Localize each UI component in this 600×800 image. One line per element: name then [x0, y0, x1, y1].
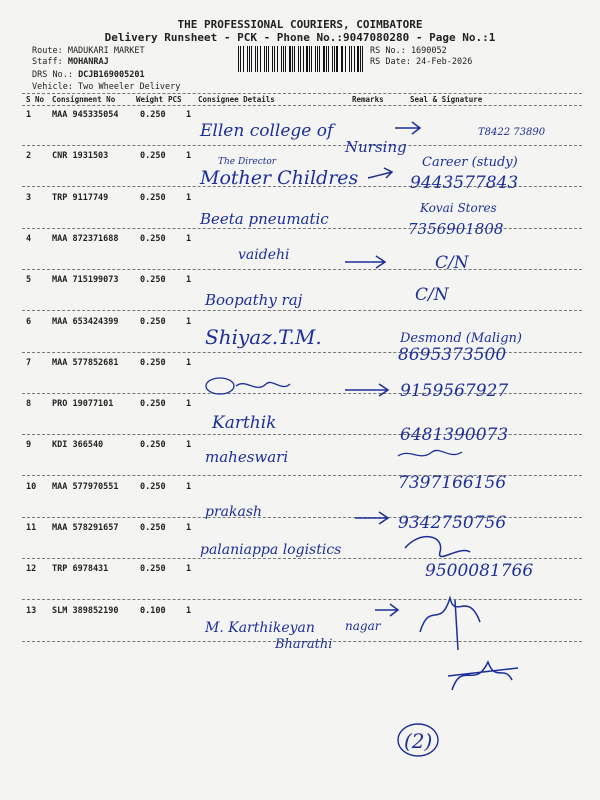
row-pcs: 1 [186, 358, 192, 368]
col-remarks: Remarks [352, 95, 384, 104]
vehicle-label: Vehicle: Two Wheeler Delivery [32, 82, 181, 92]
hw-r10-name: prakash [205, 504, 263, 520]
hw-r9-sig: 7397166156 [398, 473, 507, 493]
row-consignment-no: MAA 715199073 [52, 275, 119, 285]
row-consignment-no: MAA 577852681 [52, 358, 119, 368]
hw-page-mark: (2) [404, 729, 433, 753]
row-pcs: 1 [186, 151, 192, 161]
hw-r1-arrow [395, 122, 420, 134]
hw-r11-signature [405, 537, 470, 557]
row-pcs: 1 [186, 606, 192, 616]
row-weight: 0.250 [140, 234, 166, 244]
row-weight: 0.250 [140, 564, 166, 574]
hw-r13-name3: nagar [345, 619, 381, 633]
row-sno: 13 [26, 606, 37, 616]
row-consignment-no: MAA 577970551 [52, 482, 119, 492]
hw-r1-name2: Nursing [345, 138, 407, 156]
row-weight: 0.250 [140, 151, 166, 161]
row-consignment-no: MAA 578291657 [52, 523, 119, 533]
hw-r2-top: The Director [218, 157, 277, 167]
hw-r11-name: palaniappa logistics [200, 542, 342, 558]
hw-r2-sig2: 9443577843 [410, 173, 519, 193]
hw-r13-signature-2 [448, 662, 518, 690]
col-pcs: PCS [168, 95, 182, 104]
row-pcs: 1 [186, 399, 192, 409]
row-weight: 0.250 [140, 482, 166, 492]
row-sno: 11 [26, 523, 37, 533]
company-title: THE PROFESSIONAL COURIERS, COIMBATORE [177, 18, 423, 31]
hw-r6-sig2: 8695373500 [398, 345, 507, 365]
row-weight: 0.250 [140, 440, 166, 450]
rs-number: RS No.: 1690052 [370, 46, 447, 56]
row-pcs: 1 [186, 110, 192, 120]
row-weight: 0.250 [140, 110, 166, 120]
row-weight: 0.250 [140, 193, 166, 203]
hw-r5-name: Boopathy raj [205, 291, 303, 309]
hw-r7-arrow [345, 384, 388, 396]
hw-r13-signature [420, 598, 480, 650]
row-pcs: 1 [186, 275, 192, 285]
rs-date: RS Date: 24-Feb-2026 [370, 57, 473, 67]
hw-r9-scribble [398, 450, 462, 456]
hw-r8-sig: 6481390073 [400, 425, 509, 445]
row-pcs: 1 [186, 440, 192, 450]
row-weight: 0.250 [140, 317, 166, 327]
hw-r4-sig: C/N [435, 253, 469, 273]
hw-r7-scribble-tail [236, 382, 290, 387]
row-consignment-no: MAA 653424399 [52, 317, 119, 327]
row-sno: 1 [26, 110, 32, 120]
hw-r6-name: Shiyaz.T.M. [205, 325, 322, 349]
row-sno: 8 [26, 399, 32, 409]
hw-r7-sig: 9159567927 [400, 381, 509, 401]
col-consignee: Consignee Details [198, 95, 275, 104]
row-pcs: 1 [186, 523, 192, 533]
row-consignment-no: MAA 945335054 [52, 110, 119, 120]
col-seal-signature: Seal & Signature [410, 95, 483, 104]
row-sno: 9 [26, 440, 32, 450]
row-consignment-no: CNR 1931503 [52, 151, 109, 161]
staff-name: MOHANRAJ [67, 57, 109, 67]
row-weight: 0.250 [140, 358, 166, 368]
row-pcs: 1 [186, 317, 192, 327]
hw-r1-sig: T8422 73890 [478, 127, 546, 138]
row-pcs: 1 [186, 193, 192, 203]
hw-r7-scribble [206, 378, 234, 394]
hw-r11-sig: 9500081766 [425, 561, 534, 581]
hw-r9-name: maheswari [205, 448, 289, 466]
hw-r2-name: Mother Childres [200, 167, 359, 189]
row-consignment-no: TRP 6978431 [52, 564, 109, 574]
row-sno: 6 [26, 317, 32, 327]
row-sno: 5 [26, 275, 32, 285]
drs-label: DRS No.: [32, 70, 79, 80]
row-consignment-no: SLM 389852190 [52, 606, 119, 616]
route-label: Route: MADUKARI MARKET [32, 46, 145, 56]
hw-r2-arrow [368, 168, 392, 178]
staff-label: Staff: [32, 57, 68, 67]
row-sno: 3 [26, 193, 32, 203]
hw-r3-sig1: Kovai Stores [420, 201, 497, 215]
row-weight: 0.100 [140, 606, 166, 616]
hw-r13-name: M. Karthikeyan [205, 620, 315, 636]
hw-r3-name: Beeta pneumatic [200, 210, 329, 228]
row-sno: 10 [26, 482, 37, 492]
hw-r1-name: Ellen college of [200, 121, 334, 141]
runsheet-subtitle: Delivery Runsheet - PCK - Phone No.:9047080280 - Page No.:1 [104, 31, 496, 44]
col-weight: Weight [136, 95, 164, 104]
row-pcs: 1 [186, 234, 192, 244]
row-sno: 12 [26, 564, 37, 574]
row-consignment-no: TRP 9117749 [52, 193, 109, 203]
row-consignment-no: PRO 19077101 [52, 399, 114, 409]
hw-r10-sig: 9342750756 [398, 513, 507, 533]
hw-r10-arrow [355, 512, 388, 524]
hw-r2-sig1: Career (study) [422, 155, 518, 170]
hw-r3-sig2: 7356901808 [408, 220, 504, 238]
hw-r4-arrow [345, 256, 385, 268]
row-pcs: 1 [186, 564, 192, 574]
row-weight: 0.250 [140, 399, 166, 409]
hw-r5-sig: C/N [415, 285, 449, 305]
col-consignment: Consignment No [52, 95, 116, 104]
hw-r8-name: Karthik [212, 413, 277, 433]
row-consignment-no: MAA 872371688 [52, 234, 119, 244]
row-weight: 0.250 [140, 275, 166, 285]
row-sno: 7 [26, 358, 32, 368]
row-sno: 4 [26, 234, 32, 244]
row-consignment-no: KDI 366540 [52, 440, 104, 450]
row-sno: 2 [26, 151, 32, 161]
col-sno: S No [26, 95, 45, 104]
hw-r13-arrow [375, 604, 398, 616]
row-weight: 0.250 [140, 523, 166, 533]
hw-r4-name: vaidehi [238, 247, 290, 263]
drs-number: DCJB169005201 [78, 70, 145, 80]
hw-r6-sig1: Desmond (Malign) [400, 331, 522, 346]
row-pcs: 1 [186, 482, 192, 492]
hw-r13-name2: Bharathi [275, 637, 333, 652]
